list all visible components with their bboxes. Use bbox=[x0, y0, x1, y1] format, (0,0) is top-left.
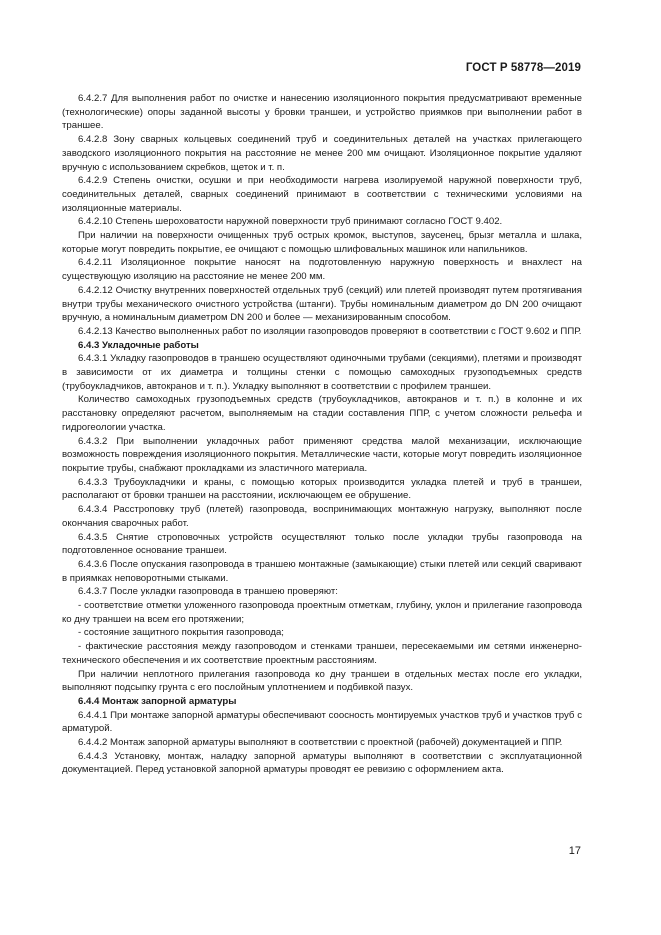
page-number: 17 bbox=[568, 845, 581, 857]
paragraph: 6.4.2.8 Зону сварных кольцевых соединений труб и соединительных деталей на участках прилегающего заводского изоляционного покрытия на расстояние не менее 200 мм очищают. Изоляционное покрытие удаляют вручную с использованием скребков, щеток и т. п. bbox=[62, 134, 582, 173]
document-body bbox=[62, 92, 582, 777]
paragraph: 6.4.3.1 Укладку газопроводов в траншею осуществляют одиночными трубами (секциями), плетями и производят в зависимости от их диаметра и толщины стенки с помощью самоходных грузоподъемных средств (трубоукладчиков, автокранов и т. п.). Укладку выполняют в соответствии с профилем траншеи. bbox=[62, 353, 582, 392]
document-code: ГОСТ Р 58778—2019 bbox=[465, 62, 581, 74]
paragraph: При наличии на поверхности очищенных труб острых кромок, выступов, заусенец, брызг металла и шлака, которые могут повредить покрытие, ее очищают с помощью шлифовальных машинок или напильников. bbox=[62, 230, 582, 255]
section-heading: 6.4.3 Укладочные работы bbox=[78, 339, 199, 351]
paragraph: 6.4.2.13 Качество выполненных работ по изоляции газопроводов проверяют в соответствии с ГОСТ 9.602 и ППР. bbox=[78, 325, 582, 337]
paragraph: 6.4.3.3 Трубоукладчики и краны, с помощью которых производится укладка плетей и труб в траншеи, располагают от бровки траншеи на расстоянии, исключающем ее обрушение. bbox=[62, 476, 582, 502]
list-item: - состояние защитного покрытия газопровода; bbox=[78, 627, 284, 639]
paragraph: 6.4.3.2 При выполнении укладочных работ применяют средства малой механизации, исключающие возможность повреждения изоляционного покрытия. Металлические части, которые могут повредить изоляционное покрытие трубы, снабжают прокладками из эластичного материала. bbox=[62, 435, 582, 474]
paragraph: При наличии неплотного прилегания газопровода ко дну траншеи в отдельных местах после его укладки, выполняют подсыпку грунта с его послойным уплотнением и подбивкой пазух. bbox=[62, 668, 582, 694]
paragraph: 6.4.2.7 Для выполнения работ по очистке и нанесению изоляционного покрытия предусматривают временные (технологические) опоры заданной высоты у бровки траншеи, и устройство приямков при выполнении работ в траншее. bbox=[62, 93, 582, 132]
paragraph: 6.4.2.12 Очистку внутренних поверхностей отдельных труб (секций) или плетей производят путем протягивания внутри трубы механического очистного устройства (штанги). Трубы номинальным диаметром до DN 200 очищают вручную, а номинальным диаметром DN 200 и более — механизированным способом. bbox=[62, 284, 582, 324]
paragraph: 6.4.2.11 Изоляционное покрытие наносят на подготовленную наружную поверхность и внахлест на существующую изоляцию на расстояние не менее 200 мм. bbox=[62, 257, 582, 283]
paragraph: 6.4.3.6 После опускания газопровода в траншею монтажные (замыкающие) стыки плетей или секций сваривают в приямках неповоротными стыками. bbox=[62, 558, 582, 584]
paragraph: 6.4.4.3 Установку, монтаж, наладку запорной арматуры выполняют в соответствии с эксплуатационной документацией. Перед установкой запорной арматуры проводят ее ревизию с оформлением акта. bbox=[62, 750, 582, 776]
paragraph: 6.4.4.2 Монтаж запорной арматуры выполняют в соответствии с проектной (рабочей) документацией и ППР. bbox=[78, 737, 563, 749]
paragraph: 6.4.4.1 При монтаже запорной арматуры обеспечивают соосность монтируемых участков труб и участков труб с арматурой. bbox=[62, 709, 582, 735]
paragraph: 6.4.3.4 Расстроповку труб (плетей) газопровода, воспринимающих монтажную нагрузку, выполняют после окончания сварочных работ. bbox=[62, 504, 582, 529]
list-item: - фактические расстояния между газопроводом и стенками траншеи, пересекаемыми им сетями инженерно-технического обеспечения и их соответствие проектным расстояниям. bbox=[62, 641, 582, 666]
paragraph: Количество самоходных грузоподъемных средств (трубоукладчиков, автокранов и т. п.) в колонне и их расстановку определяют расчетом, выполняемым на стадии составления ППР, с учетом сложности рельефа и гидрогеологии участка. bbox=[62, 394, 582, 433]
section-heading: 6.4.4 Монтаж запорной арматуры bbox=[78, 695, 237, 707]
paragraph: 6.4.2.9 Степень очистки, осушки и при необходимости нагрева изолируемой наружной поверхности труб, соединительных деталей, сварных соединений принимают в соответствии с техническими условиями на изоляционные материалы. bbox=[62, 175, 582, 214]
list-item: - соответствие отметки уложенного газопровода проектным отметкам, глубину, уклон и прилегание газопровода ко дну траншеи на всем его протяжении; bbox=[62, 600, 582, 625]
paragraph: 6.4.2.10 Степень шероховатости наружной поверхности труб принимают согласно ГОСТ 9.402. bbox=[78, 216, 503, 228]
paragraph: 6.4.3.5 Снятие строповочных устройств осуществляют только после укладки трубы газопровода на подготовленное основание траншеи. bbox=[62, 531, 582, 557]
paragraph: 6.4.3.7 После укладки газопровода в траншею проверяют: bbox=[78, 586, 338, 598]
